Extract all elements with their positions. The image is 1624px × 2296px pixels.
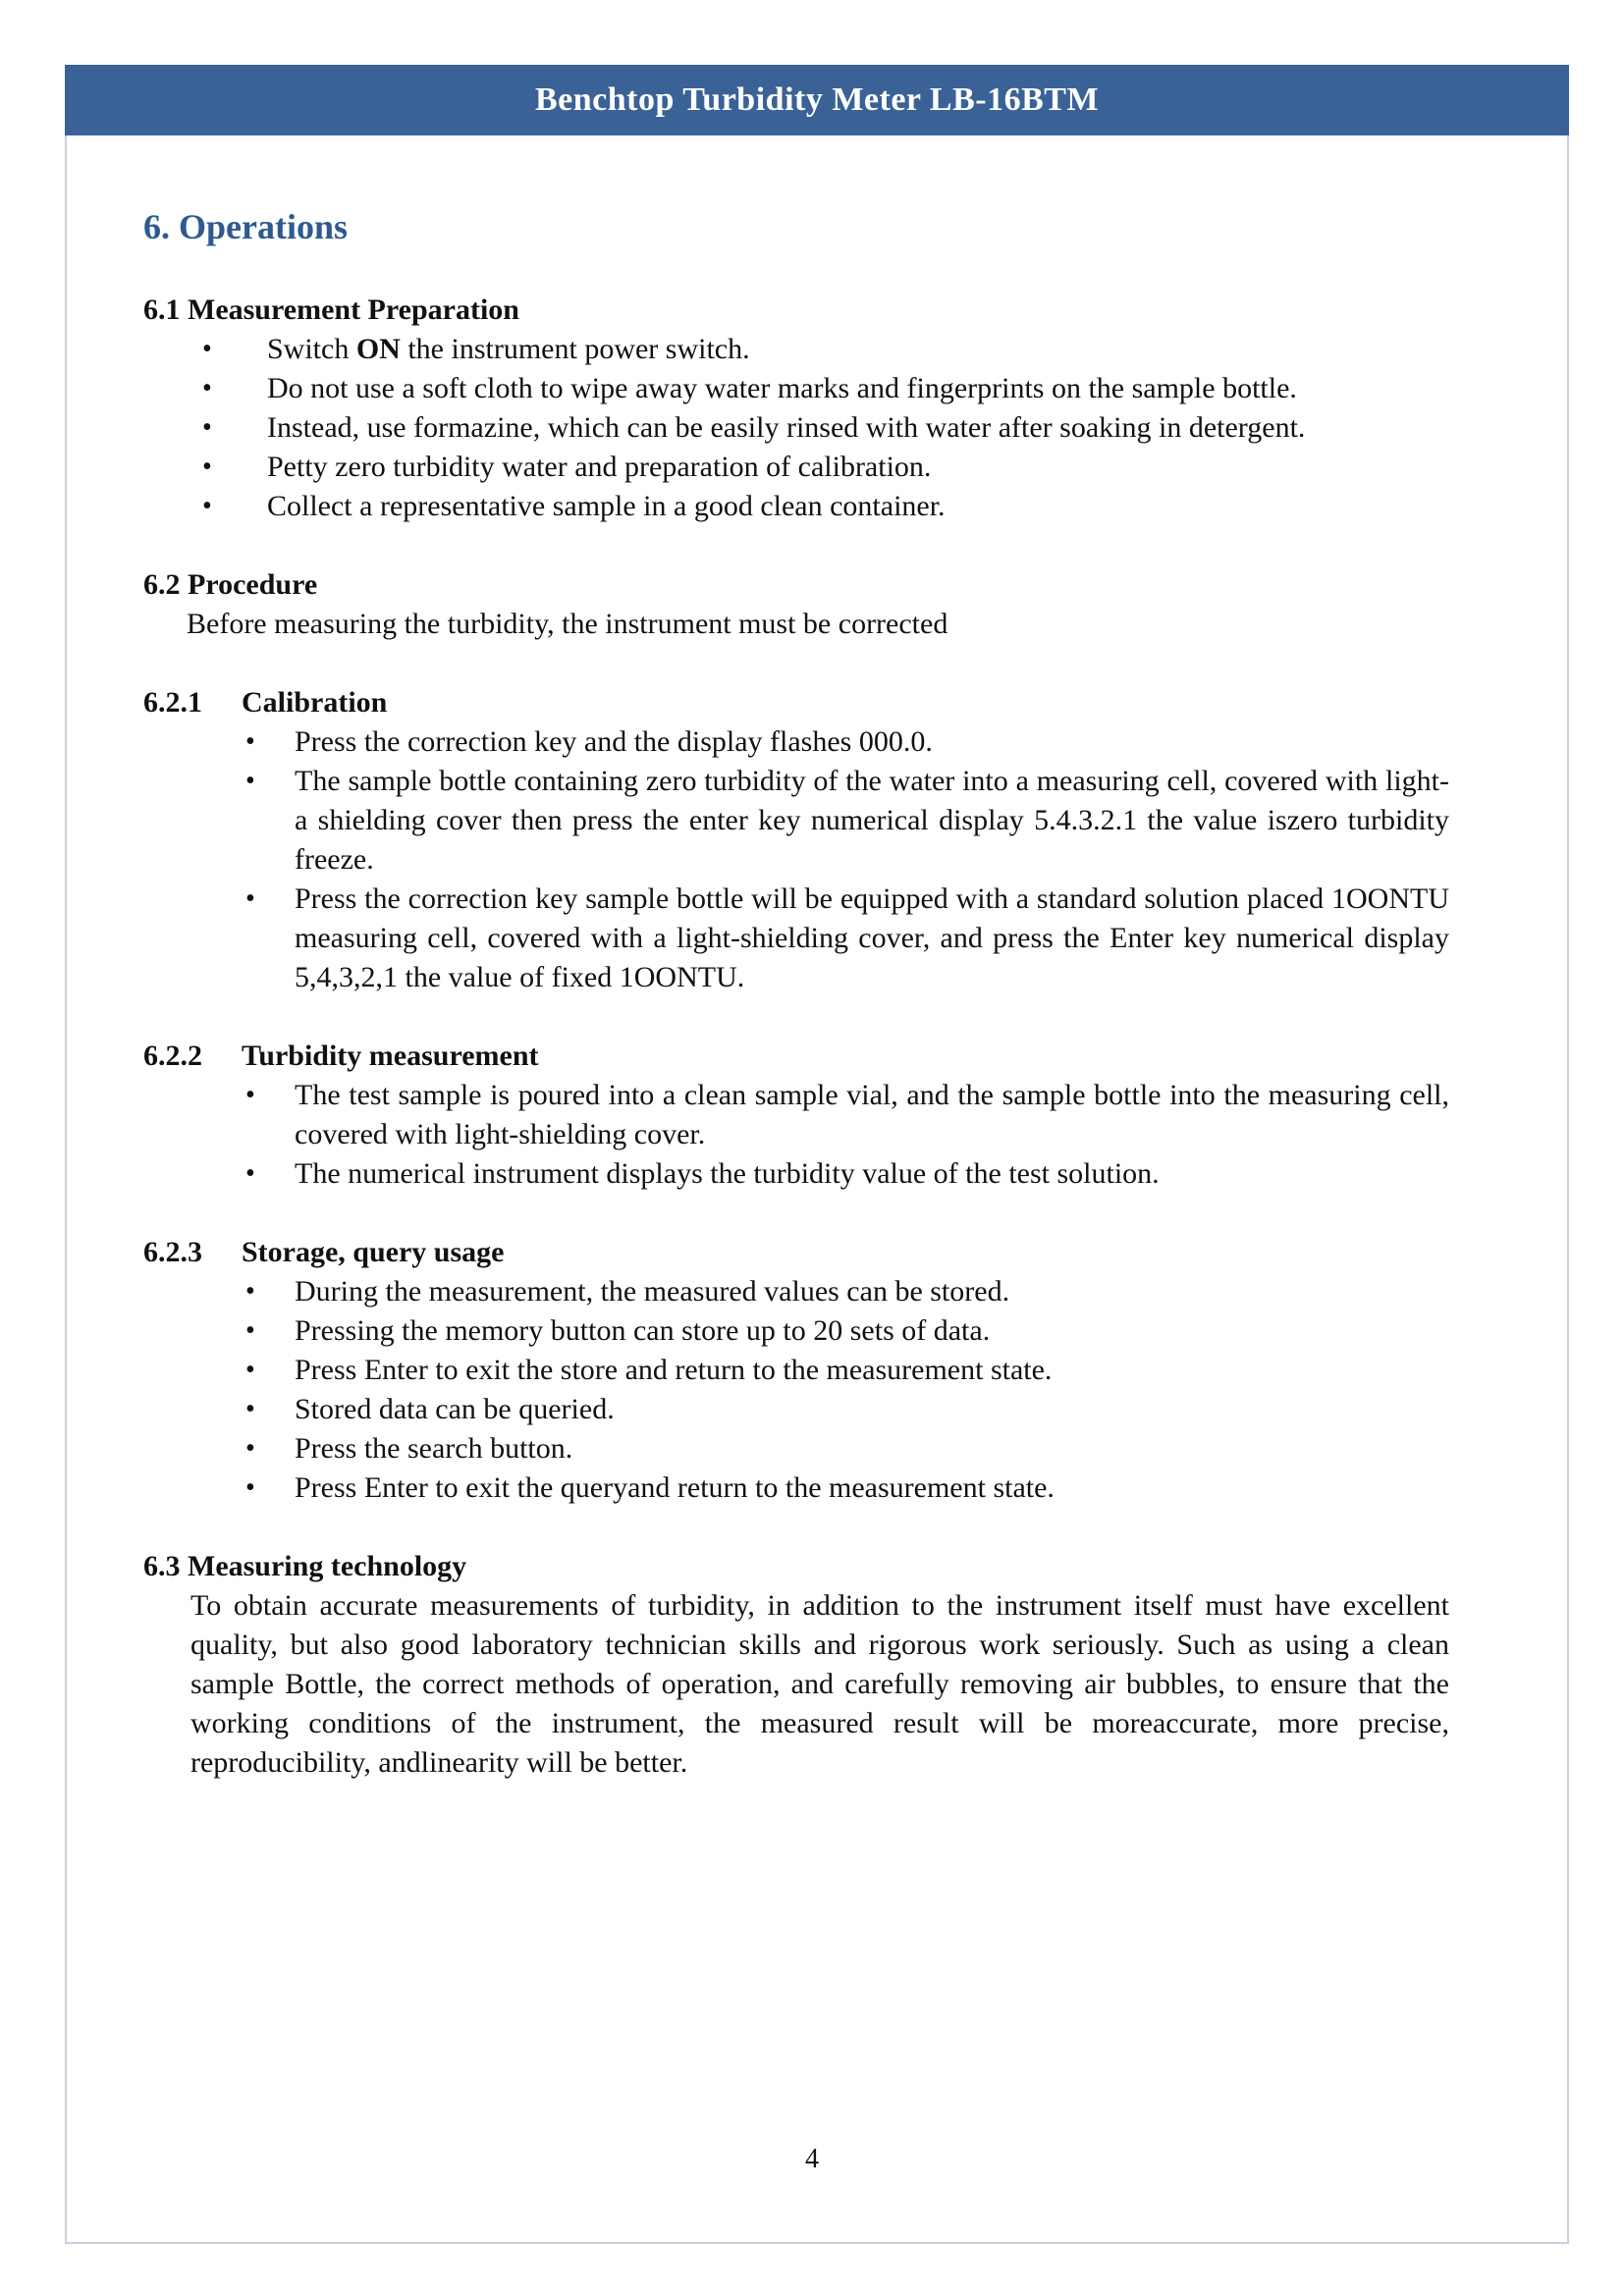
list-item: • Do not use a soft cloth to wipe away water marks and fingerprints on the sample bottle. <box>143 369 1449 408</box>
list-item: • Petty zero turbidity water and preparation of calibration. <box>143 448 1449 487</box>
list-item: • Press the correction key sample bottle will be equipped with a standard solution placed 1OONTU measuring cell, covered with a light-shielding cover, and press the Enter key numerical display 5,4,3,2,1 the value of fixed 1OONTU. <box>143 880 1449 997</box>
subsection-6-2-3-title: 6.2.3 Storage, query usage <box>143 1236 505 1268</box>
list-item: • Instead, use formazine, which can be easily rinsed with water after soaking in detergent. <box>143 408 1449 448</box>
subsection-6-3-title: 6.3 Measuring technology <box>143 1550 467 1582</box>
subsection-6-2-2-title: 6.2.2 Turbidity measurement <box>143 1040 539 1072</box>
list-item: • Stored data can be queried. <box>143 1390 1449 1429</box>
measuring-technology-body: To obtain accurate measurements of turbidity, in addition to the instrument itself must have excellent quality, but also good laboratory technician skills and rigorous work seriously. Such as using a clean sample Bottle, the correct methods of operation, and carefully removing air bubbles, to ensure that the working conditions of the instrument, the measured result will be moreaccurate, more precise, reproducibility, andlinearity will be better. <box>190 1589 1449 1779</box>
list-item: • The sample bottle containing zero turbidity of the water into a measuring cell, covered with light- a shielding cover then press the enter key numerical display 5.4.3.2.1 the value iszero turbidity freeze. <box>143 762 1449 880</box>
procedure-intro: Before measuring the turbidity, the instrument must be corrected <box>187 608 948 640</box>
list-item: • Collect a representative sample in a good clean container. <box>143 487 1449 526</box>
list-item: • Press Enter to exit the queryand return to the measurement state. <box>143 1468 1449 1508</box>
section-title: 6. Operations <box>143 207 349 246</box>
subsection-6-1-title: 6.1 Measurement Preparation <box>143 294 519 326</box>
subsection-6-2-1-title: 6.2.1 Calibration <box>143 686 388 719</box>
list-item: • The test sample is poured into a clean sample vial, and the sample bottle into the measuring cell, covered with light-shielding cover. <box>143 1076 1449 1154</box>
storage-query-list <box>143 1272 1449 1508</box>
list-item: • Press the correction key and the display flashes 000.0. <box>143 722 1449 762</box>
calibration-list <box>143 722 1449 997</box>
measurement-preparation-list <box>143 330 1449 526</box>
list-item: • Switch ON the instrument power switch. <box>143 330 1449 369</box>
list-item: • During the measurement, the measured values can be stored. <box>143 1272 1449 1311</box>
page-content <box>143 206 1449 1783</box>
page-number: 4 <box>805 2144 819 2174</box>
list-item: • Press the search button. <box>143 1429 1449 1468</box>
document-header: Benchtop Turbidity Meter LB-16BTM <box>65 65 1569 135</box>
list-item: • Press Enter to exit the store and return to the measurement state. <box>143 1351 1449 1390</box>
list-item: • The numerical instrument displays the turbidity value of the test solution. <box>143 1154 1449 1194</box>
turbidity-measurement-list <box>143 1076 1449 1194</box>
list-item: • Pressing the memory button can store up to 20 sets of data. <box>143 1311 1449 1351</box>
subsection-6-2-title: 6.2 Procedure <box>143 568 318 601</box>
